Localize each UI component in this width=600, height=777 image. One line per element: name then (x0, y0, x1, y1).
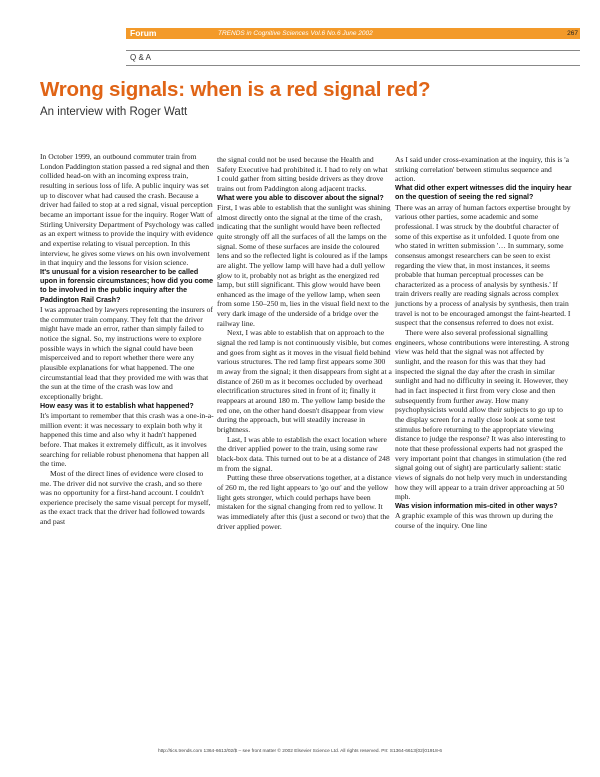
question: What did other expert witnesses did the inquiry hear on the question of seeing the red signal? (395, 183, 572, 202)
journal-citation: TRENDS in Cognitive Sciences Vol.6 No.6 June 2002 (218, 30, 373, 37)
intro-paragraph: In October 1999, an outbound commuter train from London Paddington station passed a red signal and then collided head-on with an incoming express train, resulting in serious loss of life. A public inquiry was set up to discover what had caused the crash. Because a driver had failed to stop at a red signal, visual perception became an important issue for the inquiry. Roger Watt of Stirling University Department of Psychology was called as an expert witness to provide the inquiry with evidence and expertise relating to visual perception. In this interview, he gives some views on his own involvement in that inquiry and the lessons for vision science. (40, 152, 214, 268)
answer-paragraph: A graphic example of this was thrown up during the course of the inquiry. One line (395, 511, 553, 530)
article-type-label: Q & A (130, 53, 151, 62)
text-column-2 (217, 155, 392, 531)
answer-paragraph: There were also several professional signalling engineers, whose contributions were interesting. A strong view was held that the signal was not affected by sunlight, and the reason for this was that they had inspected the signal the day after the crash in similar sunlight and had no difficulty in seeing it. However, they had in fact inspected it first from very close and then subsequently from further away. How many psychophysicists would allow their subjects to go up to the display screen for a really close look at some test stimulus before returning to the appropriate viewing distance to judge the response? It was also interesting to note that these professional experts had not grasped the very important point that changes in stimulation (the red signal going out of sight) are particularly salient: static views of signals do not help very much in understanding how they will appear to a train driver approaching at 50 mph. (395, 328, 570, 502)
section-name: Forum (130, 28, 157, 38)
answer-paragraph: There was an array of human factors expertise brought by various other parties, some academic and some professional. I was struck by the doubtful character of some of this expertise as it unfolded. I quote from one who stated in written submission '… In summary, some consensus amongst researchers can be seen to exist regarding the view that, in most instances, it seems probable that human perceptual processes can be characterized as a process of analysis by synthesis.' If train drivers really are reading signals across complex junctions by a process of analysis by synthesis, then train travel is not to be encouraged amongst the faint-hearted. I suspect that the consensus referred to does not exist. (395, 202, 571, 328)
answer-paragraph: I was approached by lawyers representing the insurers of the commuter train company. They felt that the driver might have made an error, rather than simply failed to notice the signal. So, my instructions were to explore possible ways in which the signal could have been misperceived and to report whether there were any plausible explanations for what happened. The one circumstantial lead that they provided me with was that the sun at the time of the crash was low and exceptionally bright. (40, 305, 213, 401)
article-title: Wrong signals: when is a red signal red? (40, 78, 431, 101)
answer-paragraph: the signal could not be used because the Health and Safety Executive had prohibited it. I had to rely on what I could gather from sitting beside drivers as they drove trains out from Paddington along adjacent tracks. (217, 155, 388, 193)
answer-paragraph: Most of the direct lines of evidence were closed to me. The driver did not survive the crash, and so there was no opportunity for a first-hand account. I couldn't experience precisely the same visual percept for myself, as the exact track that the driver had followed towards and past (40, 468, 211, 527)
page-footer: http://tics.trends.com 1364-6613/02/$ – see front matter © 2002 Elsevier Science Ltd. All rights reserved. PII: S1364-6613(02)01918-6 (157, 749, 443, 754)
question: Was vision information mis-cited in other ways? (395, 501, 558, 510)
answer-paragraph: It's important to remember that this crash was a one-in-a-million event: it was necessary to explain both why it happened this time and also why it hadn't happened before. That makes it extremely difficult, as it involves searching for reliable robust phenomena that happen all the time. (40, 410, 214, 469)
question: What were you able to discover about the signal? (217, 193, 384, 202)
divider (126, 50, 580, 51)
text-column-3 (395, 155, 572, 531)
question: It's unusual for a vision researcher to be called upon in forensic circumstances; how did you come to be involved in the public inquiry after the Paddington Rail Crash? (40, 267, 214, 304)
answer-paragraph: Next, I was able to establish that on approach to the signal the red lamp is not continuously visible, but comes and goes from sight as it moves in the visual field behind various structures. The red lamp first appears some 300 m away from the signal; it then disappears from sight at a distance of 260 m as it becomes occluded by overhead electrification structures sited in front of it; finally it reappears at around 180 m. The yellow lamp beside the red one, on the other hand doesn't disappear from view during the approach, but will steadily increase in brightness. (217, 328, 392, 435)
question: How easy was it to establish what happened? (40, 401, 194, 410)
text-column-1 (40, 152, 215, 527)
divider (126, 65, 580, 66)
answer-paragraph: Last, I was able to establish the exact location where the driver applied power to the train, using some raw black-box data. This turned out to be at a distance of 248 m from the signal. (217, 434, 390, 473)
page-number: 267 (567, 30, 578, 37)
answer-paragraph: As I said under cross-examination at the inquiry, this is 'a striking correlation' between stimulus sequence and action. (395, 155, 570, 184)
article-subtitle: An interview with Roger Watt (40, 106, 188, 118)
answer-paragraph: First, I was able to establish that the sunlight was shining almost directly onto the signal at the time of the crash, indicating that the sunlight would have been reflected quite strongly off all the surfaces of all the lamps on the signal. Some of these surfaces are inside the coloured lens and so the reflected light is coloured as if the lamps are alight. The yellow lamp will have had a dull yellow glow to it, probably not as bright as the energized red lamp, but still significant. This glow would have been enhanced as the image of the yellow lamp, when seen from some 150–250 m, lies in the visual field next to the very dark image of the underside of a bridge over the railway line. (217, 202, 391, 328)
answer-paragraph: Putting these three observations together, at a distance of 260 m, the red light appears to 'go out' and the yellow light gets stronger, which could perhaps have been mistaken for the signal changing from red to yellow. It was immediately after this (just a second or two) that the driver applied power. (217, 473, 392, 531)
